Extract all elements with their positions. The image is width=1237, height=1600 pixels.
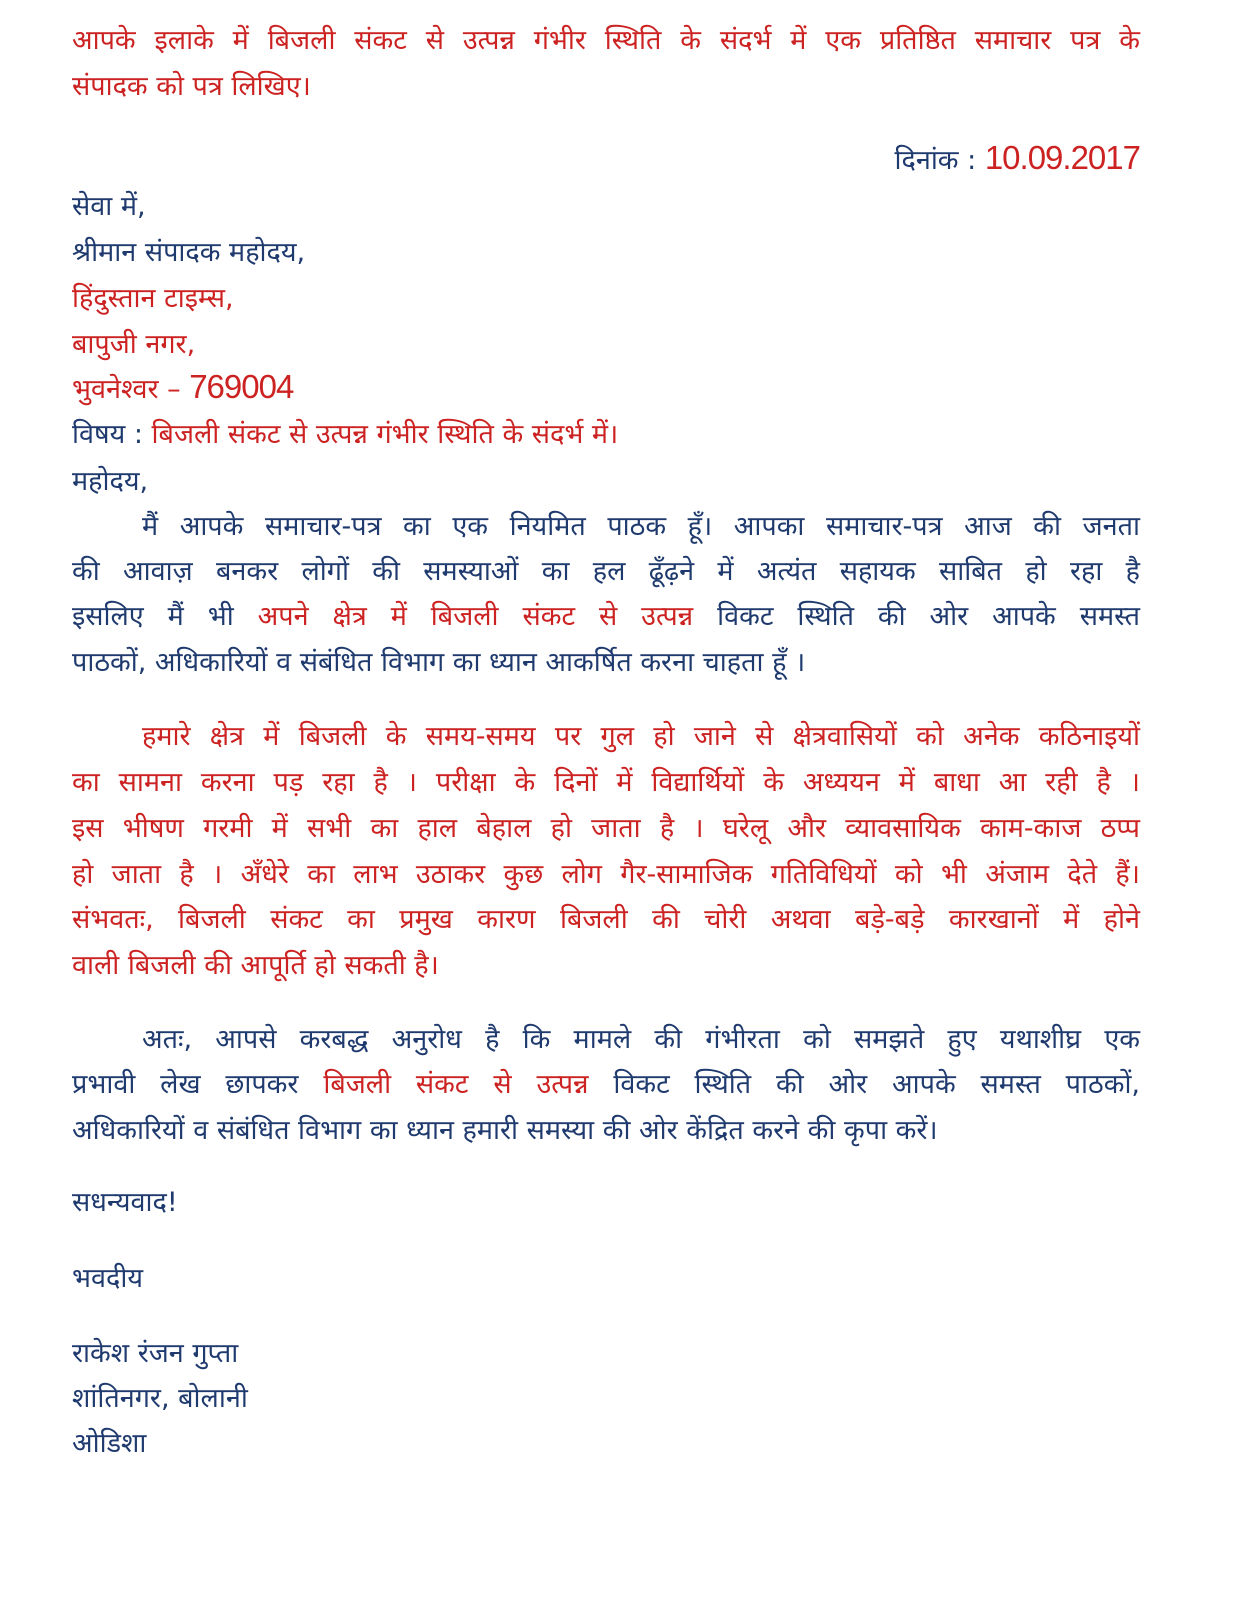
closing-yours: भवदीय (72, 1263, 143, 1294)
question-line-1: आपके इलाके में बिजली संकट से उत्पन्न गंभीर स्थिति के संदर्भ में एक प्रतिष्ठित समाचार पत्र के (72, 25, 1140, 56)
para3-line-3: अधिकारियों व संबंधित विभाग का ध्यान हमारी समस्या की ओर केंद्रित करने की कृपा करें। (72, 1115, 938, 1146)
address-recipient: श्रीमान संपादक महोदय, (72, 237, 306, 268)
para1-line-1: मैं आपके समाचार-पत्र का एक नियमित पाठक हूँ। आपका समाचार-पत्र आज की जनता (142, 511, 1140, 542)
salutation: महोदय, (72, 466, 149, 497)
para2-line-2: का सामना करना पड़ रहा है । परीक्षा के दिनों में विद्यार्थियों के अध्ययन में बाधा आ रही है । (72, 767, 1140, 798)
para1-line-3-highlight: अपने क्षेत्र में बिजली संकट से उत्पन्न (257, 601, 694, 632)
address-pincode: 769004 (189, 368, 294, 405)
para1-line-3c: विकट स्थिति की ओर आपके समस्त (717, 601, 1141, 632)
para2-line-5: संभवतः, बिजली संकट का प्रमुख कारण बिजली की चोरी अथवा बड़े-बड़े कारखानों में होने (72, 904, 1140, 935)
subject-text: बिजली संकट से उत्पन्न गंभीर स्थिति के संदर्भ में। (151, 419, 619, 450)
date (895, 138, 1141, 181)
subject-label: विषय : (72, 419, 143, 450)
address-city-name: भुवनेश्वर – (72, 374, 181, 405)
question-line-2: संपादक को पत्र लिखिए। (72, 71, 311, 102)
date-value: 10.09.2017 (984, 139, 1140, 176)
address-to: सेवा में, (72, 191, 146, 222)
address-newspaper: हिंदुस्तान टाइम्स, (72, 283, 234, 314)
address-area: बापुजी नगर, (72, 329, 196, 360)
para1-line-3 (72, 600, 1140, 634)
para3-line-2c: विकट स्थिति की ओर आपके समस्त पाठकों, (613, 1069, 1141, 1100)
para2-line-4: हो जाता है । अँधेरे का लाभ उठाकर कुछ लोग गैर-सामाजिक गतिविधियों को भी अंजाम देते हैं। (72, 859, 1140, 890)
sender-name: राकेश रंजन गुप्ता (72, 1338, 239, 1369)
sender-state: ओडिशा (72, 1428, 147, 1459)
para2-line-1: हमारे क्षेत्र में बिजली के समय-समय पर गुल हो जाने से क्षेत्रवासियों को अनेक कठिनाइयों (142, 721, 1140, 752)
para3-line-2a: प्रभावी लेख छापकर (72, 1069, 299, 1100)
para1-line-3a: इसलिए मैं भी (72, 601, 234, 632)
sender-locality: शांतिनगर, बोलानी (72, 1383, 248, 1414)
para1-line-2: की आवाज़ बनकर लोगों की समस्याओं का हल ढूँढ़ने में अत्यंत सहायक साबित हो रहा है (72, 556, 1140, 587)
closing-thanks: सधन्यवाद! (72, 1187, 178, 1218)
subject-line (72, 418, 1140, 452)
date-label: दिनांक : (894, 145, 977, 176)
para3-line-1: अतः, आपसे करबद्ध अनुरोध है कि मामले की गंभीरता को समझते हुए यथाशीघ्र एक (142, 1024, 1140, 1055)
para2-line-6: वाली बिजली की आपूर्ति हो सकती है। (72, 950, 439, 981)
para2-line-3: इस भीषण गरमी में सभी का हाल बेहाल हो जाता है । घरेलू और व्यावसायिक काम-काज ठप्प (72, 813, 1140, 844)
address-city (72, 370, 1140, 407)
para3-line-2 (72, 1068, 1140, 1102)
para3-line-2-highlight: बिजली संकट से उत्पन्न (323, 1069, 589, 1100)
para1-line-4: पाठकों, अधिकारियों व संबंधित विभाग का ध्यान आकर्षित करना चाहता हूँ । (72, 647, 806, 678)
